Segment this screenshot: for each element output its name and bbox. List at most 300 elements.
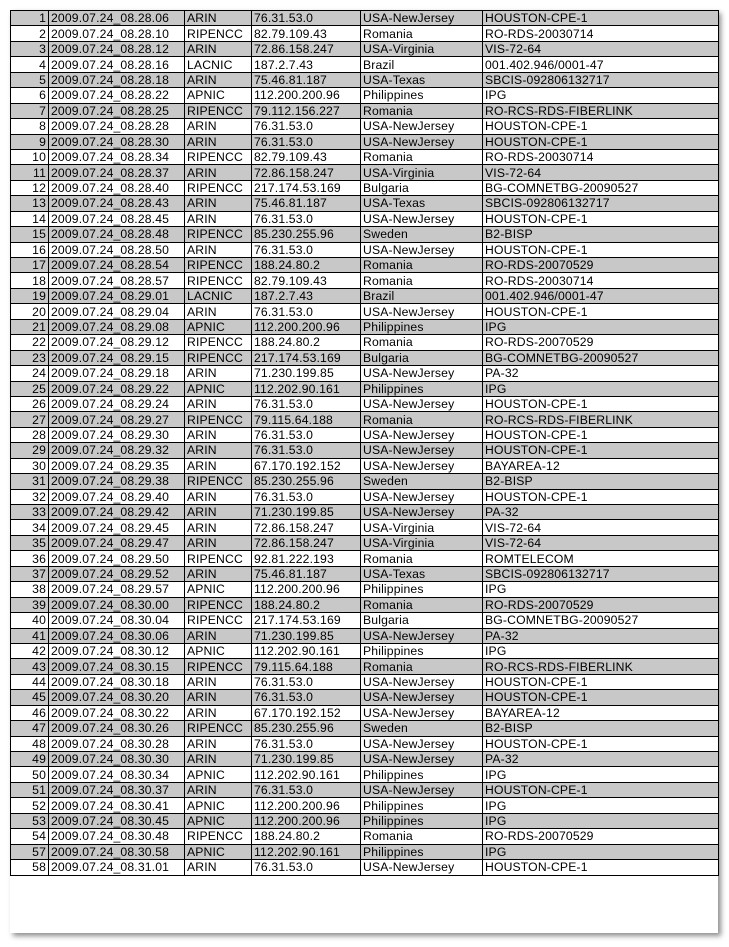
timestamp-cell: 2009.07.24_08.30.18 [49,674,185,689]
registry-cell: APNIC [185,643,252,658]
location-cell: Bulgaria [361,613,483,628]
location-cell: USA-Texas [361,72,483,87]
row-number-cell: 8 [11,119,49,134]
location-cell: Bulgaria [361,350,483,365]
timestamp-cell: 2009.07.24_08.29.04 [49,304,185,319]
registry-cell: RIPENCC [185,26,252,41]
timestamp-cell: 2009.07.24_08.28.22 [49,88,185,103]
registry-cell: ARIN [185,427,252,442]
row-number-cell: 33 [11,505,49,520]
registry-cell: ARIN [185,690,252,705]
connection-log-table [10,10,719,876]
registry-cell: APNIC [185,844,252,859]
registry-cell: RIPENCC [185,335,252,350]
registry-cell: APNIC [185,798,252,813]
row-number-cell: 16 [11,242,49,257]
ip-address-cell: 76.31.53.0 [252,443,361,458]
netname-cell: PA-32 [483,366,719,381]
netname-cell: B2-BISP [483,474,719,489]
table-row [11,597,719,612]
ip-address-cell: 112.200.200.96 [252,88,361,103]
timestamp-cell: 2009.07.24_08.28.43 [49,196,185,211]
location-cell: Philippines [361,88,483,103]
location-cell: USA-NewJersey [361,242,483,257]
table-row [11,88,719,103]
row-number-cell: 57 [11,844,49,859]
netname-cell: HOUSTON-CPE-1 [483,119,719,134]
timestamp-cell: 2009.07.24_08.28.37 [49,165,185,180]
netname-cell: BG-COMNETBG-20090527 [483,180,719,195]
registry-cell: RIPENCC [185,613,252,628]
netname-cell: VIS-72-64 [483,41,719,56]
ip-address-cell: 76.31.53.0 [252,736,361,751]
timestamp-cell: 2009.07.24_08.29.50 [49,551,185,566]
netname-cell: SBCIS-092806132717 [483,566,719,581]
ip-address-cell: 112.202.90.161 [252,381,361,396]
timestamp-cell: 2009.07.24_08.28.12 [49,41,185,56]
timestamp-cell: 2009.07.24_08.29.45 [49,520,185,535]
location-cell: USA-NewJersey [361,304,483,319]
ip-address-cell: 76.31.53.0 [252,11,361,26]
timestamp-cell: 2009.07.24_08.29.35 [49,458,185,473]
registry-cell: ARIN [185,674,252,689]
netname-cell: RO-RDS-20070529 [483,597,719,612]
location-cell: Philippines [361,381,483,396]
location-cell: USA-NewJersey [361,458,483,473]
row-number-cell: 38 [11,582,49,597]
row-number-cell: 10 [11,149,49,164]
table-row [11,551,719,566]
registry-cell: RIPENCC [185,350,252,365]
row-number-cell: 29 [11,443,49,458]
row-number-cell: 49 [11,752,49,767]
ip-address-cell: 76.31.53.0 [252,690,361,705]
netname-cell: HOUSTON-CPE-1 [483,674,719,689]
location-cell: Philippines [361,582,483,597]
ip-address-cell: 217.174.53.169 [252,180,361,195]
netname-cell: IPG [483,643,719,658]
location-cell: Romania [361,273,483,288]
table-row [11,690,719,705]
log-sheet [10,10,718,933]
registry-cell: RIPENCC [185,597,252,612]
row-number-cell: 52 [11,798,49,813]
location-cell: Romania [361,258,483,273]
registry-cell: ARIN [185,196,252,211]
table-row [11,304,719,319]
table-row [11,613,719,628]
location-cell: USA-Virginia [361,520,483,535]
ip-address-cell: 72.86.158.247 [252,165,361,180]
timestamp-cell: 2009.07.24_08.29.52 [49,566,185,581]
ip-address-cell: 217.174.53.169 [252,613,361,628]
registry-cell: RIPENCC [185,721,252,736]
registry-cell: RIPENCC [185,659,252,674]
location-cell: USA-Virginia [361,535,483,550]
timestamp-cell: 2009.07.24_08.29.01 [49,288,185,303]
registry-cell: RIPENCC [185,149,252,164]
timestamp-cell: 2009.07.24_08.29.18 [49,366,185,381]
row-number-cell: 20 [11,304,49,319]
table-row [11,535,719,550]
location-cell: Philippines [361,844,483,859]
ip-address-cell: 75.46.81.187 [252,72,361,87]
row-number-cell: 4 [11,57,49,72]
row-number-cell: 30 [11,458,49,473]
location-cell: Romania [361,829,483,844]
row-number-cell: 9 [11,134,49,149]
location-cell: USA-NewJersey [361,736,483,751]
netname-cell: HOUSTON-CPE-1 [483,782,719,797]
netname-cell: B2-BISP [483,721,719,736]
netname-cell: VIS-72-64 [483,165,719,180]
netname-cell: HOUSTON-CPE-1 [483,134,719,149]
ip-address-cell: 82.79.109.43 [252,273,361,288]
timestamp-cell: 2009.07.24_08.30.45 [49,813,185,828]
netname-cell: RO-RCS-RDS-FIBERLINK [483,412,719,427]
timestamp-cell: 2009.07.24_08.30.30 [49,752,185,767]
registry-cell: ARIN [185,242,252,257]
table-row [11,582,719,597]
location-cell: Brazil [361,57,483,72]
registry-cell: ARIN [185,211,252,226]
registry-cell: ARIN [185,119,252,134]
ip-address-cell: 76.31.53.0 [252,427,361,442]
row-number-cell: 11 [11,165,49,180]
registry-cell: RIPENCC [185,258,252,273]
netname-cell: RO-RDS-20070529 [483,258,719,273]
timestamp-cell: 2009.07.24_08.30.58 [49,844,185,859]
netname-cell: HOUSTON-CPE-1 [483,427,719,442]
netname-cell: BAYAREA-12 [483,458,719,473]
row-number-cell: 12 [11,180,49,195]
ip-address-cell: 112.200.200.96 [252,798,361,813]
row-number-cell: 35 [11,535,49,550]
table-row [11,273,719,288]
location-cell: Romania [361,551,483,566]
registry-cell: APNIC [185,381,252,396]
table-row [11,196,719,211]
registry-cell: ARIN [185,520,252,535]
row-number-cell: 27 [11,412,49,427]
ip-address-cell: 85.230.255.96 [252,474,361,489]
location-cell: USA-NewJersey [361,674,483,689]
netname-cell: ROMTELECOM [483,551,719,566]
netname-cell: HOUSTON-CPE-1 [483,211,719,226]
table-row [11,674,719,689]
row-number-cell: 24 [11,366,49,381]
registry-cell: ARIN [185,860,252,875]
location-cell: USA-NewJersey [361,134,483,149]
registry-cell: RIPENCC [185,103,252,118]
netname-cell: SBCIS-092806132717 [483,196,719,211]
timestamp-cell: 2009.07.24_08.30.48 [49,829,185,844]
location-cell: Romania [361,103,483,118]
table-row [11,844,719,859]
netname-cell: IPG [483,813,719,828]
row-number-cell: 43 [11,659,49,674]
ip-address-cell: 112.200.200.96 [252,319,361,334]
location-cell: Romania [361,597,483,612]
table-row [11,736,719,751]
timestamp-cell: 2009.07.24_08.31.01 [49,860,185,875]
timestamp-cell: 2009.07.24_08.30.28 [49,736,185,751]
timestamp-cell: 2009.07.24_08.28.10 [49,26,185,41]
ip-address-cell: 187.2.7.43 [252,288,361,303]
ip-address-cell: 76.31.53.0 [252,119,361,134]
row-number-cell: 50 [11,767,49,782]
registry-cell: RIPENCC [185,829,252,844]
location-cell: Philippines [361,813,483,828]
location-cell: USA-Texas [361,196,483,211]
registry-cell: LACNIC [185,288,252,303]
row-number-cell: 21 [11,319,49,334]
row-number-cell: 44 [11,674,49,689]
table-row [11,813,719,828]
registry-cell: RIPENCC [185,412,252,427]
table-row [11,288,719,303]
table-row [11,520,719,535]
ip-address-cell: 76.31.53.0 [252,782,361,797]
netname-cell: IPG [483,88,719,103]
ip-address-cell: 112.200.200.96 [252,582,361,597]
row-number-cell: 2 [11,26,49,41]
location-cell: USA-NewJersey [361,443,483,458]
ip-address-cell: 76.31.53.0 [252,674,361,689]
netname-cell: 001.402.946/0001-47 [483,288,719,303]
row-number-cell: 14 [11,211,49,226]
table-row [11,705,719,720]
row-number-cell: 13 [11,196,49,211]
timestamp-cell: 2009.07.24_08.30.37 [49,782,185,797]
netname-cell: HOUSTON-CPE-1 [483,489,719,504]
registry-cell: RIPENCC [185,227,252,242]
timestamp-cell: 2009.07.24_08.29.12 [49,335,185,350]
timestamp-cell: 2009.07.24_08.28.40 [49,180,185,195]
timestamp-cell: 2009.07.24_08.30.06 [49,628,185,643]
table-row [11,211,719,226]
table-row [11,443,719,458]
netname-cell: RO-RCS-RDS-FIBERLINK [483,103,719,118]
row-number-cell: 17 [11,258,49,273]
table-row [11,180,719,195]
row-number-cell: 18 [11,273,49,288]
netname-cell: IPG [483,381,719,396]
registry-cell: ARIN [185,752,252,767]
netname-cell: PA-32 [483,628,719,643]
timestamp-cell: 2009.07.24_08.28.54 [49,258,185,273]
netname-cell: RO-RDS-20030714 [483,149,719,164]
table-row [11,11,719,26]
timestamp-cell: 2009.07.24_08.30.12 [49,643,185,658]
location-cell: USA-NewJersey [361,11,483,26]
table-row [11,41,719,56]
location-cell: USA-NewJersey [361,690,483,705]
netname-cell: HOUSTON-CPE-1 [483,690,719,705]
timestamp-cell: 2009.07.24_08.30.41 [49,798,185,813]
netname-cell: HOUSTON-CPE-1 [483,242,719,257]
ip-address-cell: 67.170.192.152 [252,705,361,720]
row-number-cell: 22 [11,335,49,350]
ip-address-cell: 76.31.53.0 [252,396,361,411]
table-row [11,350,719,365]
timestamp-cell: 2009.07.24_08.29.32 [49,443,185,458]
netname-cell: IPG [483,767,719,782]
ip-address-cell: 76.31.53.0 [252,304,361,319]
registry-cell: ARIN [185,396,252,411]
netname-cell: RO-RDS-20070529 [483,829,719,844]
netname-cell: RO-RDS-20070529 [483,335,719,350]
ip-address-cell: 72.86.158.247 [252,41,361,56]
timestamp-cell: 2009.07.24_08.28.25 [49,103,185,118]
location-cell: USA-NewJersey [361,396,483,411]
ip-address-cell: 79.115.64.188 [252,659,361,674]
timestamp-cell: 2009.07.24_08.28.57 [49,273,185,288]
location-cell: Philippines [361,798,483,813]
location-cell: Philippines [361,319,483,334]
netname-cell: BG-COMNETBG-20090527 [483,613,719,628]
ip-address-cell: 76.31.53.0 [252,134,361,149]
timestamp-cell: 2009.07.24_08.30.04 [49,613,185,628]
timestamp-cell: 2009.07.24_08.28.16 [49,57,185,72]
row-number-cell: 31 [11,474,49,489]
row-number-cell: 40 [11,613,49,628]
row-number-cell: 5 [11,72,49,87]
location-cell: USA-Texas [361,566,483,581]
registry-cell: ARIN [185,705,252,720]
netname-cell: RO-RDS-20030714 [483,273,719,288]
row-number-cell: 46 [11,705,49,720]
timestamp-cell: 2009.07.24_08.29.24 [49,396,185,411]
table-row [11,72,719,87]
ip-address-cell: 85.230.255.96 [252,227,361,242]
location-cell: USA-Virginia [361,41,483,56]
table-row [11,319,719,334]
ip-address-cell: 92.81.222.193 [252,551,361,566]
location-cell: Romania [361,412,483,427]
table-row [11,227,719,242]
location-cell: USA-NewJersey [361,211,483,226]
ip-address-cell: 188.24.80.2 [252,335,361,350]
netname-cell: IPG [483,319,719,334]
location-cell: Sweden [361,721,483,736]
ip-address-cell: 67.170.192.152 [252,458,361,473]
location-cell: USA-NewJersey [361,366,483,381]
location-cell: USA-NewJersey [361,505,483,520]
table-row [11,134,719,149]
registry-cell: APNIC [185,319,252,334]
ip-address-cell: 112.202.90.161 [252,767,361,782]
table-row [11,427,719,442]
table-row [11,26,719,41]
row-number-cell: 1 [11,11,49,26]
row-number-cell: 19 [11,288,49,303]
location-cell: Philippines [361,767,483,782]
timestamp-cell: 2009.07.24_08.29.15 [49,350,185,365]
timestamp-cell: 2009.07.24_08.29.42 [49,505,185,520]
ip-address-cell: 71.230.199.85 [252,505,361,520]
location-cell: USA-NewJersey [361,752,483,767]
table-row [11,798,719,813]
table-row [11,566,719,581]
table-row [11,396,719,411]
location-cell: USA-NewJersey [361,782,483,797]
row-number-cell: 42 [11,643,49,658]
table-row [11,721,719,736]
ip-address-cell: 112.202.90.161 [252,844,361,859]
row-number-cell: 34 [11,520,49,535]
table-row [11,103,719,118]
timestamp-cell: 2009.07.24_08.30.22 [49,705,185,720]
ip-address-cell: 187.2.7.43 [252,57,361,72]
table-row [11,505,719,520]
row-number-cell: 37 [11,566,49,581]
registry-cell: ARIN [185,458,252,473]
location-cell: USA-NewJersey [361,705,483,720]
table-row [11,628,719,643]
netname-cell: VIS-72-64 [483,520,719,535]
ip-address-cell: 75.46.81.187 [252,566,361,581]
row-number-cell: 48 [11,736,49,751]
row-number-cell: 36 [11,551,49,566]
table-row [11,474,719,489]
netname-cell: HOUSTON-CPE-1 [483,860,719,875]
row-number-cell: 39 [11,597,49,612]
table-row [11,782,719,797]
table-row [11,366,719,381]
ip-address-cell: 188.24.80.2 [252,258,361,273]
netname-cell: HOUSTON-CPE-1 [483,396,719,411]
ip-address-cell: 71.230.199.85 [252,752,361,767]
row-number-cell: 3 [11,41,49,56]
connection-log-body [11,11,719,876]
timestamp-cell: 2009.07.24_08.28.34 [49,149,185,164]
netname-cell: IPG [483,582,719,597]
ip-address-cell: 188.24.80.2 [252,829,361,844]
timestamp-cell: 2009.07.24_08.29.38 [49,474,185,489]
netname-cell: PA-32 [483,505,719,520]
timestamp-cell: 2009.07.24_08.29.22 [49,381,185,396]
netname-cell: PA-32 [483,752,719,767]
registry-cell: APNIC [185,582,252,597]
timestamp-cell: 2009.07.24_08.29.30 [49,427,185,442]
registry-cell: APNIC [185,767,252,782]
location-cell: Romania [361,149,483,164]
netname-cell: 001.402.946/0001-47 [483,57,719,72]
registry-cell: ARIN [185,535,252,550]
netname-cell: VIS-72-64 [483,535,719,550]
row-number-cell: 25 [11,381,49,396]
ip-address-cell: 79.115.64.188 [252,412,361,427]
table-row [11,829,719,844]
row-number-cell: 26 [11,396,49,411]
registry-cell: RIPENCC [185,180,252,195]
location-cell: Sweden [361,474,483,489]
row-number-cell: 45 [11,690,49,705]
ip-address-cell: 71.230.199.85 [252,366,361,381]
registry-cell: APNIC [185,88,252,103]
netname-cell: RO-RDS-20030714 [483,26,719,41]
ip-address-cell: 82.79.109.43 [252,26,361,41]
ip-address-cell: 72.86.158.247 [252,535,361,550]
registry-cell: ARIN [185,505,252,520]
timestamp-cell: 2009.07.24_08.28.50 [49,242,185,257]
registry-cell: LACNIC [185,57,252,72]
netname-cell: B2-BISP [483,227,719,242]
table-row [11,381,719,396]
location-cell: USA-NewJersey [361,119,483,134]
ip-address-cell: 79.112.156.227 [252,103,361,118]
